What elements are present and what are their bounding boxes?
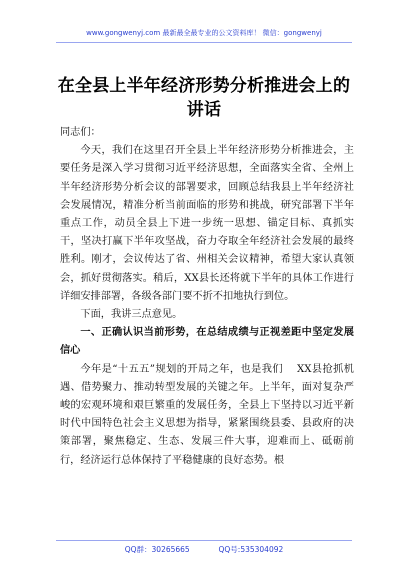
paragraph-section-1 xyxy=(60,361,354,470)
paragraph-section-1-rest: XX县抢抓机遇、借势聚力、推动转型发展的关键之年。上半年，面对复杂严峻的宏观环境和艰巨繁重的发展任务，全县上下坚持以习近平新时代中国特色社会主义思想为指导，紧紧围绕县委、县政府的决策部署，聚焦稳定、生态、发展三件大事，迎难而上、砥砺前行，经济运行总体保持了平稳健康的良好态势。根 xyxy=(60,363,354,466)
footer-banner xyxy=(0,544,408,555)
document-title: 在全县上半年经济形势分析推进会上的讲话 xyxy=(57,76,351,120)
paragraph-intro: 今天，我们在这里召开全县上半年经济形势分析推进会，主要任务是深入学习贯彻习近平经济思想，全面落实全省、全州上半年经济形势分析会议的部署要求，回顾总结我县上半年经济社会发展情况，精准分析当前面临的形势和挑战，研究部署下半年重点工作，动员全县上下进一步统一思想、锚定目标、真抓实干，坚决打赢下半年攻坚战，奋力夺取全年经济社会发展的最终胜利。刚才，会议传达了省、州相关会议精神，希望大家认真领会，抓好贯彻落实。稍后，XX县长还将就下半年的具体工作进行详细安排部署，各级各部门要不折不扣地执行到位。 xyxy=(60,145,354,302)
paragraph-outline: 下面，我讲三点意见。 xyxy=(80,309,183,321)
header-banner: www.gongwenyj.com 最新最全最专业的公文资料库！ 微信：gongwenyj xyxy=(86,29,322,37)
document-body xyxy=(60,124,354,470)
footer-qq-number: QQ号:535304092 xyxy=(218,545,284,554)
section-heading-1: 一、正确认识当前形势，在总结成绩与正视差距中坚定发展信心 xyxy=(60,327,354,357)
salutation: 同志们： xyxy=(60,127,101,138)
footer-divider xyxy=(56,540,352,541)
paragraph-section-1-start: 今年是“十五五”规划的开局之年，也是我们 xyxy=(80,363,283,375)
footer-qq-group: QQ群：30265665 xyxy=(124,545,190,554)
header-divider xyxy=(56,42,352,43)
